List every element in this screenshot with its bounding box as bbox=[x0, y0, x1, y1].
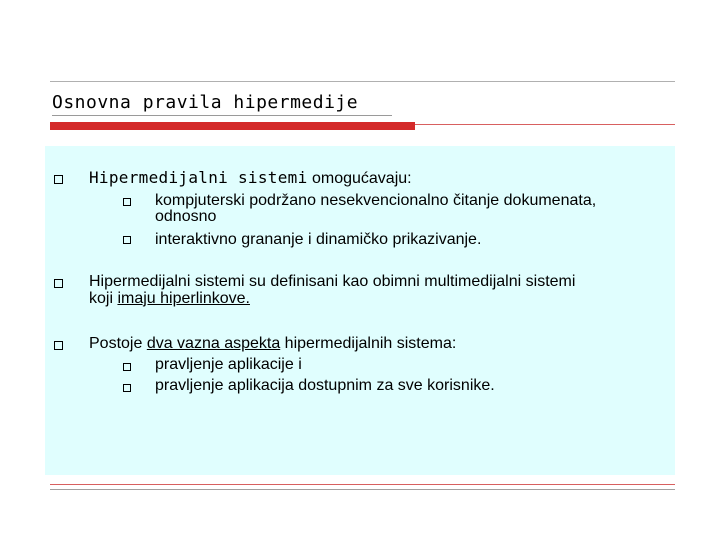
bullet-1-sub-2: interaktivno grananje i dinamičko prikazivanje. bbox=[155, 231, 482, 248]
slide-title: Osnovna pravila hipermedije bbox=[52, 92, 359, 113]
bullet-2-line-2-text: koji bbox=[89, 290, 118, 307]
bullet-1-text: omogućavaju: bbox=[307, 170, 412, 187]
bottom-divider-gray bbox=[50, 489, 675, 490]
bullet-square-icon bbox=[54, 279, 63, 288]
sub-bullet-square-icon bbox=[123, 236, 131, 244]
bullet-2-term: Hipermedijalni sistemi bbox=[89, 273, 245, 290]
sub-bullet-square-icon bbox=[123, 384, 131, 392]
bullet-3-hyperlink[interactable]: dva vazna aspekta bbox=[146, 335, 281, 352]
sub-bullet-square-icon bbox=[123, 198, 131, 206]
title-underline bbox=[52, 115, 392, 116]
bullet-square-icon bbox=[54, 341, 63, 350]
bullet-3-pre: Postoje bbox=[89, 335, 147, 352]
sub-bullet-square-icon bbox=[123, 363, 131, 371]
bullet-1-term: Hipermedijalni sistemi bbox=[89, 168, 308, 187]
bottom-divider-red bbox=[50, 484, 675, 485]
bullet-3-sub-2: pravljenje aplikacija dostupnim za sve korisnike. bbox=[155, 377, 495, 394]
bullet-3 bbox=[89, 335, 456, 352]
bullet-3-sub-1: pravljenje aplikacije i bbox=[155, 356, 302, 373]
bullet-2-hyperlink[interactable]: imaju hiperlinkove. bbox=[117, 290, 250, 307]
bullet-2-text: su definisani kao obimni multimedijalni sistemi bbox=[244, 273, 576, 290]
bullet-1-sub-1-line-2: odnosno bbox=[155, 208, 217, 225]
top-divider bbox=[50, 81, 675, 82]
bullet-1 bbox=[89, 169, 412, 187]
bullet-2-line-2 bbox=[89, 290, 250, 307]
bullet-3-text: hipermedijalnih sistema: bbox=[280, 335, 457, 352]
bullet-1-sub-1-line-1: kompjuterski podržano nesekvencionalno čitanje dokumenata, bbox=[155, 192, 597, 209]
bullet-2-line-1 bbox=[89, 273, 575, 290]
bullet-square-icon bbox=[54, 175, 63, 184]
title-accent-line bbox=[415, 124, 675, 125]
title-accent-bar bbox=[50, 122, 415, 130]
